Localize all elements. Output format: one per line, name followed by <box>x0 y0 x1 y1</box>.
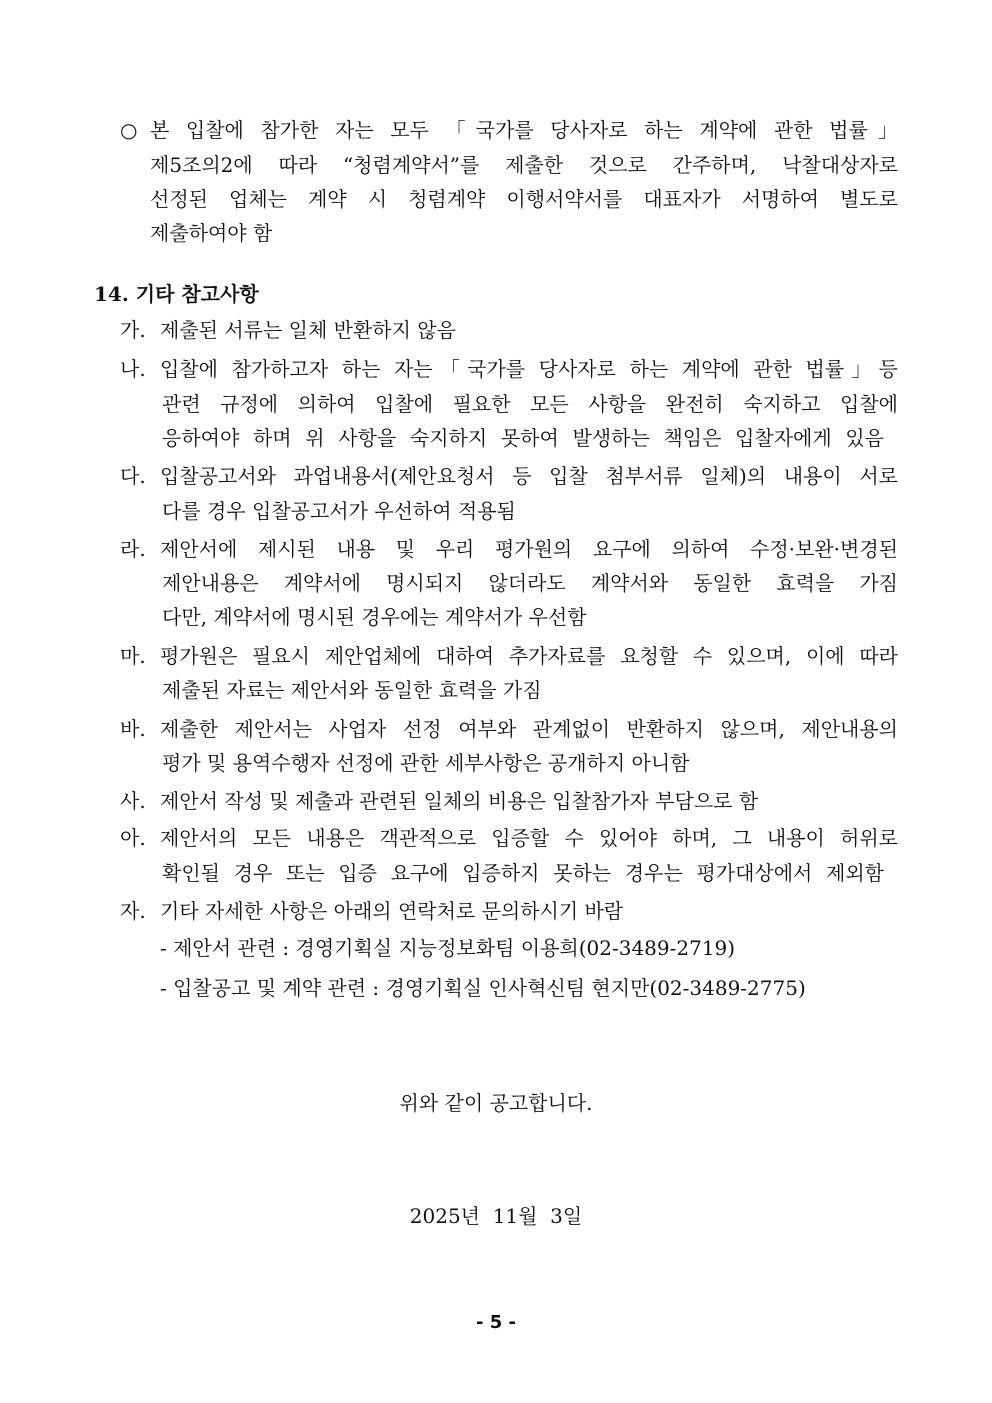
item-line: 제안서 작성 및 제출과 관련된 일체의 비용은 입찰참가자 부담으로 함 <box>160 789 759 813</box>
item-line: 입찰에 참가하고자 하는 자는「국가를 당사자로 하는 계약에 관한 법률」등 <box>160 357 898 381</box>
item-line: 입찰공고서와 과업내용서(제안요청서 등 입찰 첨부서류 일체)의 내용이 서로 <box>160 464 898 488</box>
item-line: 제안서의 모든 내용은 객관적으로 입증할 수 있어야 하며, 그 내용이 허위로 <box>160 826 898 850</box>
page-number: - 5 - <box>476 1312 516 1333</box>
item-line: 제출한 제안서는 사업자 선정 여부와 관계없이 반환하지 않으며, 제안내용의 <box>160 717 898 741</box>
bullet-line: 제5조의2에 따라 “청렴계약서”를 제출한 것으로 간주하며, 낙찰대상자로 <box>150 153 898 177</box>
notice-date: 2025년 11월 3일 <box>409 1204 583 1228</box>
bullet-line: 선정된 업체는 계약 시 청렴계약 이행서약서를 대표자가 서명하여 별도로 <box>150 187 898 211</box>
item-line: 기타 자세한 사항은 아래의 연락처로 문의하시기 바람 <box>160 899 624 923</box>
item-label: 바. <box>120 717 146 741</box>
item-line: 제안서에 제시된 내용 및 우리 평가원의 요구에 의하여 수정·보완·변경된 <box>160 537 898 561</box>
item-label: 나. <box>120 357 146 381</box>
item-label: 다. <box>120 464 146 488</box>
contact-line: - 입찰공고 및 계약 관련 : 경영기획실 인사혁신팀 현지만(02-3489-2775) <box>160 976 806 1000</box>
item-label: 사. <box>120 789 146 813</box>
item-line: 제출된 자료는 제안서와 동일한 효력을 가짐 <box>162 678 542 702</box>
section-title: 14. 기타 참고사항 <box>94 282 259 306</box>
closing-statement: 위와 같이 공고합니다. <box>399 1091 593 1115</box>
item-label: 자. <box>120 899 146 923</box>
item-line: 제안내용은 계약서에 명시되지 않더라도 계약서와 동일한 효력을 가짐 <box>162 571 898 595</box>
contact-line: - 제안서 관련 : 경영기획실 지능정보화팀 이용희(02-3489-2719) <box>160 936 736 960</box>
item-line: 평가 및 용역수행자 선정에 관한 세부사항은 공개하지 아니함 <box>162 751 690 775</box>
item-label: 아. <box>120 826 146 850</box>
bullet-symbol: ○ <box>120 118 138 142</box>
bullet-line: 본 입찰에 참가한 자는 모두 「국가를 당사자로 하는 계약에 관한 법률」 <box>150 118 898 142</box>
item-label: 마. <box>120 644 146 668</box>
item-line: 다를 경우 입찰공고서가 우선하여 적용됨 <box>162 499 516 523</box>
item-label: 라. <box>120 537 146 561</box>
item-line: 제출된 서류는 일체 반환하지 않음 <box>160 318 456 342</box>
bullet-line: 제출하여야 함 <box>150 221 273 245</box>
item-label: 가. <box>120 318 146 342</box>
item-line: 확인될 경우 또는 입증 요구에 입증하지 못하는 경우는 평가대상에서 제외함 <box>162 861 884 885</box>
item-line: 평가원은 필요시 제안업체에 대하여 추가자료를 요청할 수 있으며, 이에 따라 <box>160 644 898 668</box>
item-line: 다만, 계약서에 명시된 경우에는 계약서가 우선함 <box>162 605 587 629</box>
item-line: 응하여야 하며 위 사항을 숙지하지 못하여 발생하는 책임은 입찰자에게 있음 <box>162 426 884 450</box>
item-line: 관련 규정에 의하여 입찰에 필요한 모든 사항을 완전히 숙지하고 입찰에 <box>162 392 898 416</box>
